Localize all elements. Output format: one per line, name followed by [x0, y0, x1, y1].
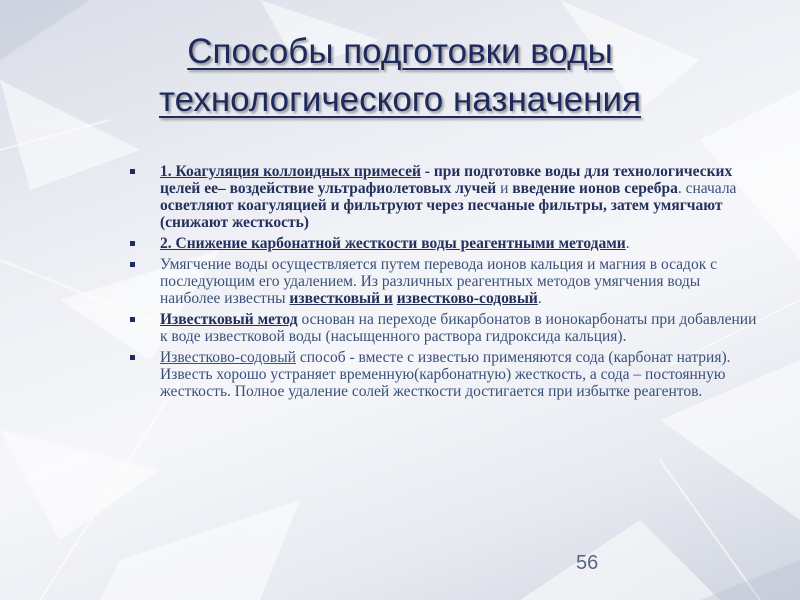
lime-soda-method-link: известково-содовый	[396, 290, 538, 307]
lime-method-text: основан на переходе бикарбонатов в ионокарбонаты при добавлении к воде известковой воды (насыщенного раствора гидроксида кальция).	[160, 311, 757, 345]
bullet-item-lime-method	[130, 311, 762, 345]
coagulation-heading: 1. Коагуляция коллоидных примесей	[160, 163, 421, 180]
lime-soda-heading: Известково-содовый	[160, 349, 296, 366]
page-number: 56	[576, 552, 599, 574]
coagulation-text-bold: - при подготовке воды для технологических целей ее– воздействие ультрафиолетовых лучей	[160, 163, 733, 197]
bullet-item-softening	[130, 256, 762, 307]
softening-text: Умягчение воды осуществляется путем перевода ионов кальция и магния в осадок с последующим его удалением. Из различных реагентных методов умягчения воды наиболее известны	[160, 256, 717, 307]
title-line-1: Способы подготовки воды	[187, 32, 613, 71]
clarify-text: осветляют коагуляцией и фильтруют через песчаные фильтры, затем умягчают (снижают жесткость)	[160, 197, 723, 231]
carbonate-period: .	[625, 235, 630, 252]
square-bullet-icon	[130, 169, 135, 174]
lime-method-link: известковый и	[289, 290, 393, 307]
softening-period: .	[537, 290, 542, 307]
slide-title	[80, 28, 720, 124]
square-bullet-icon	[130, 355, 135, 360]
bullet-item-lime-soda	[130, 349, 762, 400]
lime-method-heading: Известковый метод	[160, 311, 298, 328]
silver-ions-text: введение ионов серебра	[512, 180, 678, 197]
square-bullet-icon	[130, 317, 135, 322]
bullet-item-coagulation	[130, 163, 762, 231]
coagulation-then: . сначала	[677, 180, 737, 197]
square-bullet-icon	[130, 241, 135, 246]
bullet-item-carbonate	[130, 235, 762, 252]
carbonate-heading: 2. Снижение карбонатной жесткости воды реагентными методами	[160, 235, 626, 252]
lime-soda-text: способ - вместе с известью применяются сода (карбонат натрия). Известь хорошо устраняет временную(карбонатную) жесткость, а сода – постоянную жесткость. Полное удаление солей жесткости достигается при избытке реагентов.	[160, 349, 731, 400]
coagulation-and: и	[496, 180, 513, 197]
title-line-2: технологического назначения	[158, 80, 642, 119]
square-bullet-icon	[130, 262, 135, 267]
bullet-list	[130, 163, 762, 404]
